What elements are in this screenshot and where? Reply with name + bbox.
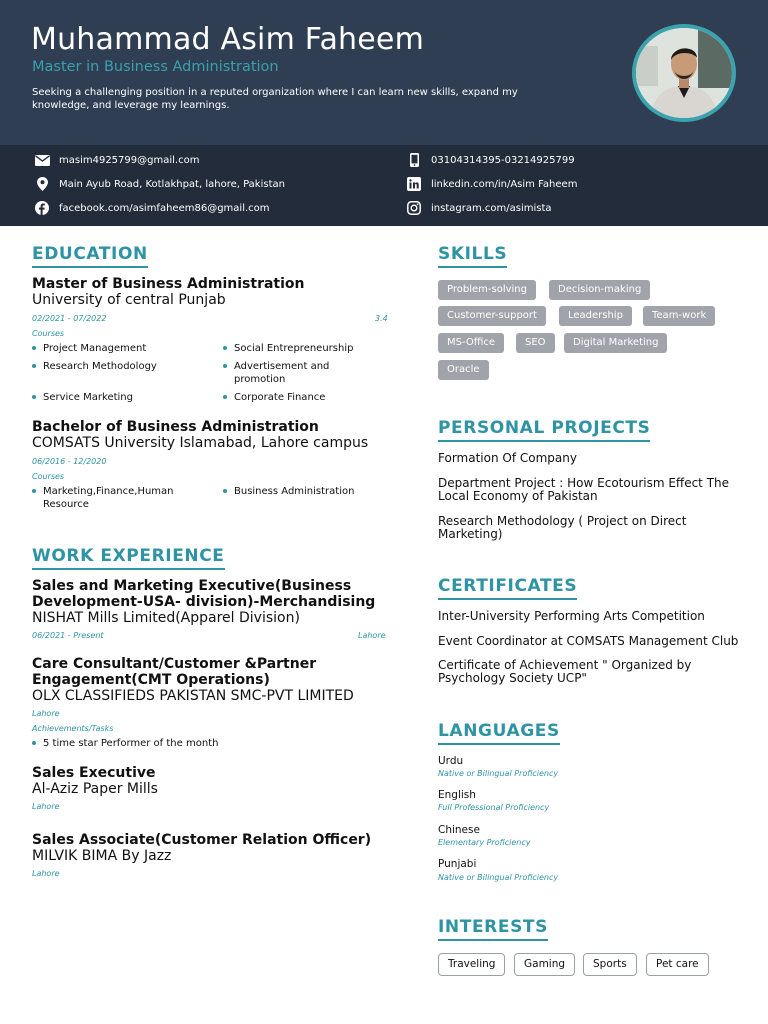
language-name: English xyxy=(438,789,476,801)
course-item: Advertisement and promotion xyxy=(223,360,353,386)
portrait-image xyxy=(636,28,732,118)
course-item: Business Administration xyxy=(223,485,354,498)
job-location: Lahore xyxy=(358,631,386,640)
candidate-title: Master in Business Administration xyxy=(32,59,279,75)
course-item: Research Methodology xyxy=(32,360,157,373)
course-item: Marketing,Finance,Human Resource xyxy=(32,485,192,511)
education-gpa: 3.4 xyxy=(375,314,388,323)
linkedin-icon xyxy=(406,176,422,192)
education-heading: EDUCATION xyxy=(32,244,148,268)
job-company: Al-Aziz Paper Mills xyxy=(32,781,158,797)
personal-projects-heading: PERSONAL PROJECTS xyxy=(438,418,650,442)
facebook-icon xyxy=(34,200,50,216)
language-level: Native or Bilingual Proficiency xyxy=(438,873,559,882)
interest-tag: Gaming xyxy=(514,953,575,976)
skill-tag: MS-Office xyxy=(438,333,504,353)
contact-linkedin[interactable] xyxy=(406,176,577,192)
job-company: OLX CLASSIFIEDS PAKISTAN SMC-PVT LIMITED xyxy=(32,688,354,704)
language-name: Chinese xyxy=(438,824,480,836)
work-experience-heading: WORK EXPERIENCE xyxy=(32,546,225,570)
courses-label: Courses xyxy=(32,472,65,481)
education-degree: Master of Business Administration xyxy=(32,276,305,292)
contact-bar xyxy=(0,145,768,226)
job-dates: 06/2021 - Present xyxy=(32,631,104,640)
job-location: Lahore xyxy=(32,802,60,811)
job-company: MILVIK BIMA By Jazz xyxy=(32,848,172,864)
skill-tag: Team-work xyxy=(643,306,715,326)
phone-icon xyxy=(406,152,422,168)
job-role: Sales Executive xyxy=(32,765,156,781)
profile-photo xyxy=(632,24,736,122)
course-item: Corporate Finance xyxy=(223,391,325,404)
email-text: masim4925799@gmail.com xyxy=(59,154,200,166)
skill-tag: Oracle xyxy=(438,360,489,380)
language-level: Elementary Proficiency xyxy=(438,838,531,847)
contact-email[interactable] xyxy=(34,152,199,168)
interest-tag: Sports xyxy=(583,953,637,976)
language-name: Urdu xyxy=(438,755,464,767)
skill-tag: Digital Marketing xyxy=(564,333,667,353)
job-location: Lahore xyxy=(32,869,60,878)
job-location: Lahore xyxy=(32,709,60,718)
interest-tag: Traveling xyxy=(438,953,505,976)
achievement-item: 5 time star Performer of the month xyxy=(32,737,218,750)
facebook-text: facebook.com/asimfaheem86@gmail.com xyxy=(59,202,270,214)
job-role: Care Consultant/Customer &Partner Engagement(CMT Operations) xyxy=(32,656,317,688)
instagram-text: instagram.com/asimista xyxy=(431,202,552,214)
certificate-item: Event Coordinator at COMSATS Management Club xyxy=(438,634,739,648)
project-item: Department Project : How Ecotourism Effect The Local Economy of Pakistan xyxy=(438,476,730,503)
project-item: Research Methodology ( Project on Direct Marketing) xyxy=(438,514,687,541)
envelope-icon xyxy=(34,152,50,168)
skill-tag: SEO xyxy=(516,333,555,353)
course-item: Social Entrepreneurship xyxy=(223,342,353,355)
resume-header xyxy=(0,0,768,145)
contact-instagram[interactable] xyxy=(406,200,552,216)
skills-heading: SKILLS xyxy=(438,244,507,268)
skill-tag: Problem-solving xyxy=(438,280,536,300)
certificates-heading: CERTIFICATES xyxy=(438,576,577,600)
linkedin-text: linkedin.com/in/Asim Faheem xyxy=(431,178,578,190)
address-text: Main Ayub Road, Kotlakhpat, lahore, Pakistan xyxy=(59,178,285,190)
skill-tag: Customer-support xyxy=(438,306,546,326)
job-role: Sales Associate(Customer Relation Officer) xyxy=(32,832,372,848)
language-level: Native or Bilingual Proficiency xyxy=(438,769,559,778)
language-name: Punjabi xyxy=(438,858,477,870)
education-degree: Bachelor of Business Administration xyxy=(32,419,319,435)
achievements-label: Achievements/Tasks xyxy=(32,724,114,733)
summary-text: Seeking a challenging position in a reputed organization where I can learn new skills, expand my knowledge, and leverage my learnings. xyxy=(32,87,518,111)
education-dates: 06/2016 - 12/2020 xyxy=(32,457,107,466)
language-level: Full Professional Proficiency xyxy=(438,803,550,812)
certificate-item: Certificate of Achievement " Organized by Psychology Society UCP" xyxy=(438,658,692,685)
interest-tag: Pet care xyxy=(646,953,709,976)
education-school: COMSATS University Islamabad, Lahore campus xyxy=(32,435,369,451)
interests-heading: INTERESTS xyxy=(438,917,548,941)
skill-tag: Leadership xyxy=(559,306,632,326)
education-school: University of central Punjab xyxy=(32,292,226,308)
location-pin-icon xyxy=(34,176,50,192)
job-company: NISHAT Mills Limited(Apparel Division) xyxy=(32,610,300,626)
job-role: Sales and Marketing Executive(Business Development-USA- division)-Merchandising xyxy=(32,578,376,610)
phone-text: 03104314395-03214925799 xyxy=(431,154,575,166)
skill-tag: Decision-making xyxy=(549,280,650,300)
contact-facebook[interactable] xyxy=(34,200,270,216)
courses-label: Courses xyxy=(32,329,65,338)
contact-phone[interactable] xyxy=(406,152,575,168)
course-item: Service Marketing xyxy=(32,391,133,404)
instagram-icon xyxy=(406,200,422,216)
languages-heading: LANGUAGES xyxy=(438,721,560,745)
contact-address xyxy=(34,176,285,192)
project-item: Formation Of Company xyxy=(438,451,577,465)
course-item: Project Management xyxy=(32,342,146,355)
education-dates: 02/2021 - 07/2022 xyxy=(32,314,107,323)
candidate-name: Muhammad Asim Faheem xyxy=(31,22,424,57)
certificate-item: Inter-University Performing Arts Competition xyxy=(438,609,705,623)
